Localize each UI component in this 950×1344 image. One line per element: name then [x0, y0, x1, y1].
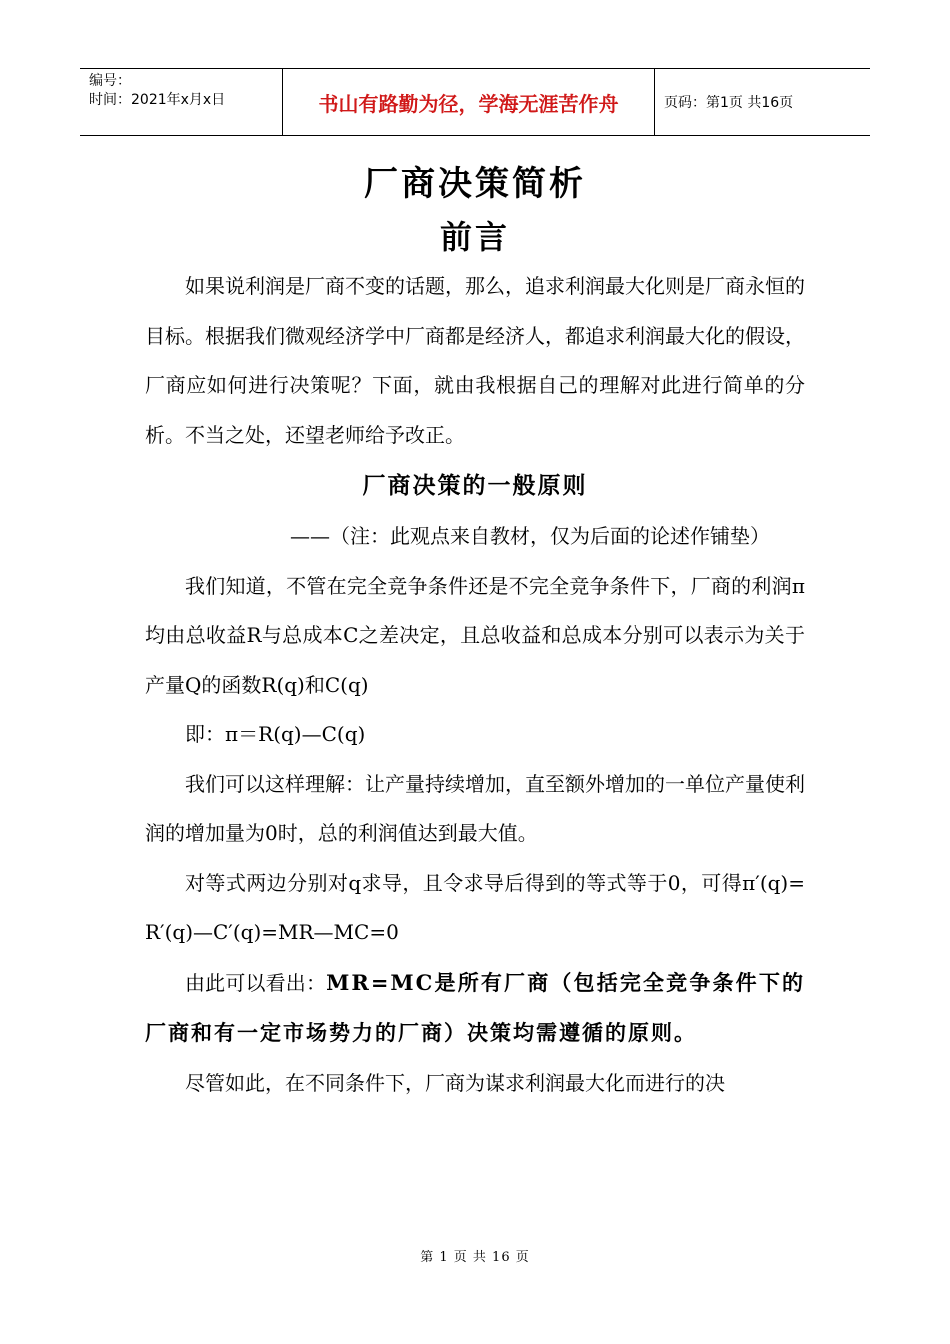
- document-body: [145, 262, 805, 1108]
- page-footer: 第 1 页 共 16 页: [420, 1250, 530, 1265]
- page-header: [80, 68, 870, 136]
- conclusion-bold: MR=MC是所有厂商（包括完全竞争条件下的厂商和有一定市场势力的厂商）决策均需遵循的原则。: [145, 969, 805, 1045]
- body-paragraph-5: 尽管如此，在不同条件下，厂商为谋求利润最大化而进行的决: [185, 1070, 725, 1095]
- header-meta-cell: [80, 69, 283, 135]
- body-paragraph-4: [145, 958, 805, 1059]
- conclusion-prefix: 由此可以看出：: [185, 970, 327, 995]
- header-motto: 书山有路勤为径，学海无涯苦作舟: [283, 69, 655, 135]
- preface-paragraph: 如果说利润是厂商不变的话题，那么，追求利润最大化则是厂商永恒的目标。根据我们微观经济学中厂商都是经济人，都追求利润最大化的假设，厂商应如何进行决策呢？下面，就由我根据自己的理解对此进行简单的分析。不当之处，还望老师给予改正。: [145, 274, 805, 447]
- header-page-info: 页码：第1页 共16页: [664, 95, 794, 111]
- section-heading: 厂商决策的一般原则: [362, 472, 588, 499]
- document-title: 厂商决策简析: [364, 164, 586, 204]
- preface-heading: 前言: [439, 218, 510, 256]
- date-label: 时间：2021年x月x日: [89, 92, 226, 108]
- section-note: ——（注：此观点来自教材，仅为后面的论述作铺垫）: [290, 524, 770, 548]
- body-paragraph-1: 我们知道，不管在完全竞争条件还是不完全竞争条件下，厂商的利润π均由总收益R与总成本C之差决定，且总收益和总成本分别可以表示为关于产量Q的函数R(q)和C(q): [145, 573, 805, 697]
- body-paragraph-2: 我们可以这样理解：让产量持续增加，直至额外增加的一单位产量使利润的增加量为0时，总的利润值达到最大值。: [145, 771, 805, 845]
- serial-number-label: 编号：: [89, 73, 131, 89]
- body-paragraph-3: 对等式两边分别对q求导，且令求导后得到的等式等于0，可得π′(q)= R′(q)—C′(q)=MR—MC=0: [145, 870, 805, 944]
- formula-line: 即：π＝R(q)—C(q): [185, 722, 366, 746]
